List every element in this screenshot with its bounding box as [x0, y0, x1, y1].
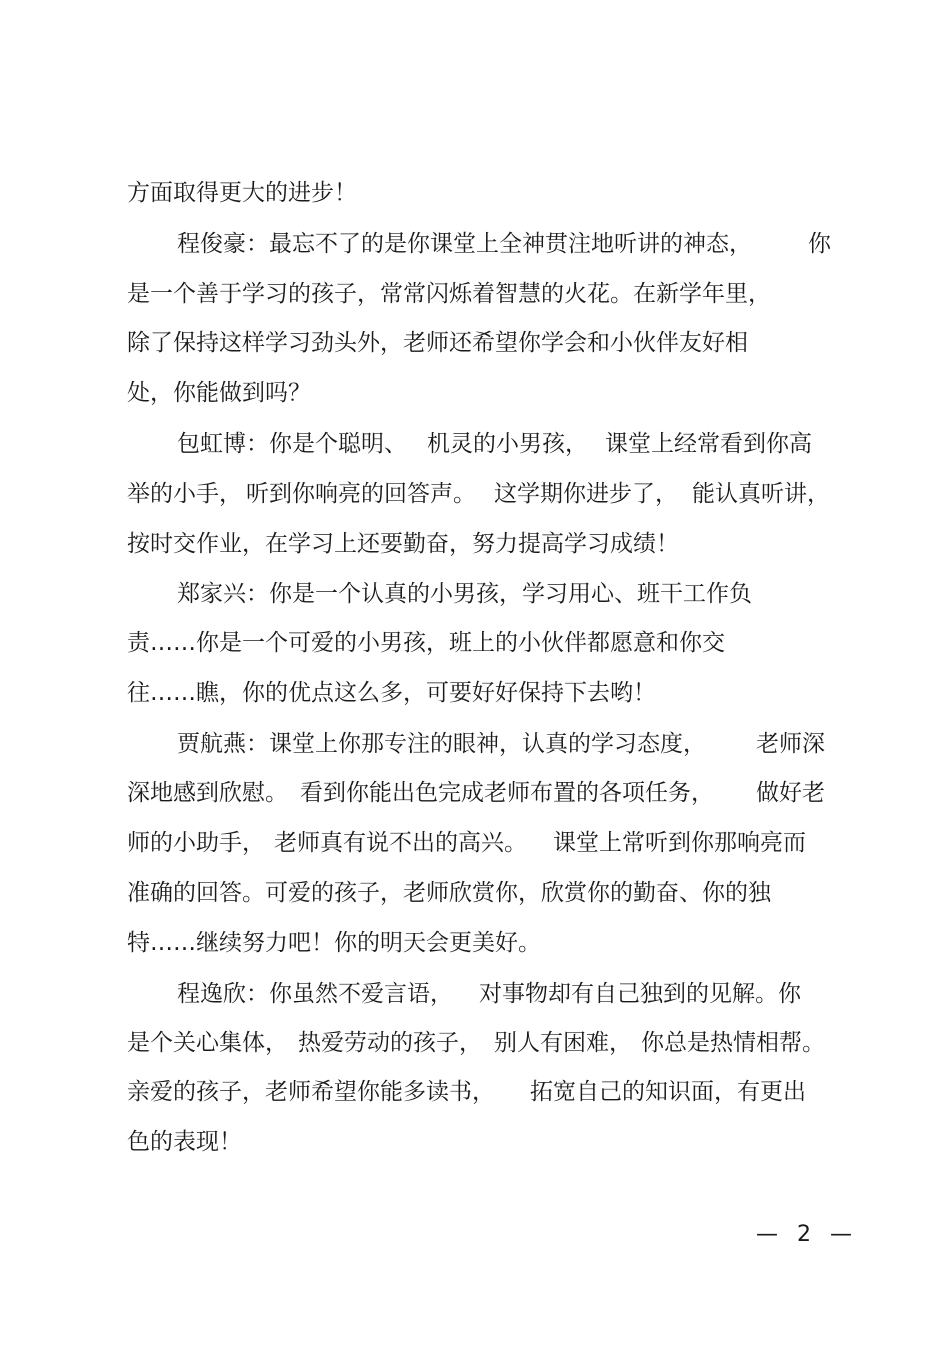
text-segment: 听到你响亮的回答声。 [246, 481, 476, 507]
text-segment: 能认真听讲， [692, 481, 830, 507]
text-line [0, 524, 950, 564]
text-segment: 做好老 [756, 780, 825, 806]
text-line [0, 574, 950, 614]
text-segment: 往……瞧，你的优点这么多，可要好好保持下去哟！ [127, 680, 656, 706]
text-segment: 热爱劳动的孩子， [298, 1030, 482, 1056]
text-segment: 你 [808, 231, 831, 257]
text-segment: 师的小助手， [127, 830, 265, 856]
text-segment: 老师真有说不出的高兴。 [274, 830, 527, 856]
text-segment: 亲爱的孩子，老师希望你能多读书， [127, 1079, 495, 1105]
text-segment: 这学期你进步了， [494, 481, 678, 507]
text-line [0, 823, 950, 863]
text-segment: 举的小手， [127, 481, 242, 507]
text-segment: 是个关心集体， [127, 1030, 288, 1056]
text-segment: 是一个善于学习的孩子，常常闪烁着智慧的火花。在新学年里， [127, 281, 771, 307]
text-line [0, 724, 950, 764]
text-segment: 课堂上经常看到你高 [605, 431, 812, 457]
text-line [0, 224, 950, 264]
text-line [0, 773, 950, 813]
text-segment: 处，你能做到吗？ [127, 380, 311, 406]
text-line [0, 923, 950, 963]
text-segment: 色的表现！ [127, 1129, 242, 1155]
text-segment: 特……继续努力吧！你的明天会更美好。 [127, 930, 541, 956]
text-segment: 对事物却有自己独到的见解。你 [479, 981, 801, 1007]
text-line [0, 323, 950, 363]
text-segment: 除了保持这样学习劲头外，老师还希望你学会和小伙伴友好相 [127, 330, 748, 356]
text-line [0, 274, 950, 314]
text-line [0, 424, 950, 464]
text-segment: 准确的回答。可爱的孩子，老师欣赏你，欣赏你的勤奋、你的独 [127, 880, 771, 906]
text-line [0, 623, 950, 663]
page-number: — 2 — [756, 1222, 858, 1247]
text-line [0, 173, 950, 213]
text-segment: 郑家兴：你是一个认真的小男孩，学习用心、班干工作负 [177, 581, 752, 607]
text-segment: 程逸欣：你虽然不爱言语， [177, 981, 453, 1007]
text-line [0, 673, 950, 713]
text-segment: 别人有困难， [494, 1030, 632, 1056]
text-line [0, 474, 950, 514]
text-segment: 看到你能出色完成老师布置的各项任务， [300, 780, 714, 806]
text-segment: 程俊豪：最忘不了的是你课堂上全神贯注地听讲的神态， [177, 231, 752, 257]
text-segment: 深地感到欣慰。 [127, 780, 288, 806]
text-segment: 方面取得更大的进步！ [127, 180, 357, 206]
text-segment: 老师深 [756, 731, 825, 757]
text-line [0, 873, 950, 913]
text-segment: 机灵的小男孩， [427, 431, 588, 457]
text-line [0, 974, 950, 1014]
text-segment: 包虹博：你是个聪明、 [177, 431, 407, 457]
text-segment: 拓宽自己的知识面，有更出 [530, 1079, 806, 1105]
text-segment: 按时交作业，在学习上还要勤奋，努力提高学习成绩！ [127, 531, 679, 557]
text-segment: 你总是热情相帮。 [641, 1030, 825, 1056]
text-line [0, 1023, 950, 1063]
text-segment: 贾航燕：课堂上你那专注的眼神，认真的学习态度， [177, 731, 706, 757]
text-segment: 课堂上常听到你那响亮而 [553, 830, 806, 856]
text-line [0, 1072, 950, 1112]
text-segment: 责……你是一个可爱的小男孩，班上的小伙伴都愿意和你交 [127, 630, 725, 656]
text-line [0, 1122, 950, 1162]
text-line [0, 373, 950, 413]
